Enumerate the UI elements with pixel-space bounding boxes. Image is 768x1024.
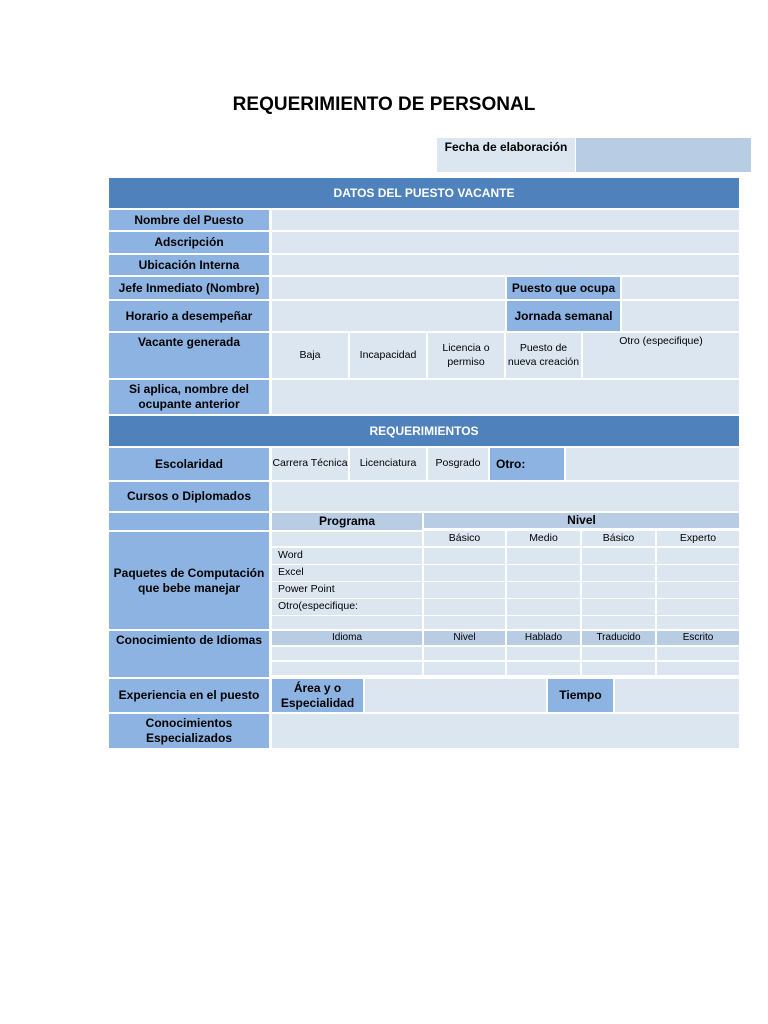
field-escolaridad-otro[interactable]: [566, 448, 739, 480]
program-level-cell[interactable]: [657, 548, 739, 564]
program-level-cell[interactable]: [657, 616, 739, 629]
vacante-option-incapacidad[interactable]: Incapacidad: [350, 333, 426, 378]
idioma-header-idioma: Idioma: [272, 631, 422, 645]
idioma-row-cell[interactable]: [272, 647, 422, 660]
program-level-cell[interactable]: [582, 599, 655, 615]
vacante-option-baja[interactable]: Baja: [272, 333, 348, 378]
idioma-header-traducido: Traducido: [582, 631, 655, 645]
vacante-option-otro[interactable]: Otro (especifique): [583, 333, 739, 378]
program-level-cell[interactable]: [424, 565, 505, 581]
program-level-cell[interactable]: [424, 616, 505, 629]
program-level-cell[interactable]: [582, 548, 655, 564]
label-conocimientos: Conocimientos Especializados: [109, 714, 269, 748]
idioma-row-cell[interactable]: [424, 647, 505, 660]
escolaridad-option-otro[interactable]: Otro:: [490, 448, 564, 480]
nivel-header: Nivel: [424, 513, 739, 528]
level-header-basico: Básico: [424, 531, 505, 546]
idioma-row-cell[interactable]: [582, 662, 655, 675]
program-level-cell[interactable]: [657, 565, 739, 581]
escolaridad-option-posgrado[interactable]: Posgrado: [428, 448, 488, 480]
program-row-label: Power Point: [272, 582, 422, 598]
program-level-cell[interactable]: [657, 582, 739, 598]
label-nombre-puesto: Nombre del Puesto: [109, 210, 269, 230]
idioma-row-cell[interactable]: [582, 647, 655, 660]
label-horario: Horario a desempeñar: [109, 301, 269, 331]
idioma-row-cell[interactable]: [657, 662, 739, 675]
label-area: Área y o Especialidad: [272, 679, 363, 712]
program-level-cell[interactable]: [507, 565, 580, 581]
idioma-header-nivel: Nivel: [424, 631, 505, 645]
field-area[interactable]: [365, 679, 546, 712]
program-level-cell[interactable]: [507, 582, 580, 598]
program-row-label: Word: [272, 548, 422, 564]
idioma-row-cell[interactable]: [657, 647, 739, 660]
program-row-label: Otro(especifique:: [272, 599, 422, 615]
level-header-basico-2: Básico: [582, 531, 655, 546]
idioma-row-cell[interactable]: [507, 662, 580, 675]
vacante-option-nueva-creacion[interactable]: Puesto de nueva creación: [506, 333, 581, 378]
field-conocimientos[interactable]: [272, 714, 739, 748]
fecha-label: Fecha de elaboración: [437, 138, 575, 172]
program-level-cell[interactable]: [507, 599, 580, 615]
level-header-experto: Experto: [657, 531, 739, 546]
field-tiempo[interactable]: [615, 679, 739, 712]
program-header-blank: [272, 532, 422, 546]
section-header-datos: DATOS DEL PUESTO VACANTE: [109, 178, 739, 208]
label-cursos: Cursos o Diplomados: [109, 482, 269, 511]
field-horario[interactable]: [272, 301, 505, 331]
idioma-row-cell[interactable]: [507, 647, 580, 660]
label-experiencia: Experiencia en el puesto: [109, 679, 269, 712]
field-adscripcion[interactable]: [272, 232, 739, 253]
level-header-medio: Medio: [507, 531, 580, 546]
label-tiempo: Tiempo: [548, 679, 613, 712]
label-adscripcion: Adscripción: [109, 232, 269, 253]
escolaridad-option-carrera[interactable]: Carrera Técnica: [272, 448, 348, 480]
field-nombre-puesto[interactable]: [272, 210, 739, 230]
program-level-cell[interactable]: [657, 599, 739, 615]
label-jefe: Jefe Inmediato (Nombre): [109, 277, 269, 299]
page-title: REQUERIMIENTO DE PERSONAL: [232, 94, 536, 115]
field-jefe[interactable]: [272, 277, 505, 299]
label-vacante: Vacante generada: [109, 333, 269, 378]
idioma-row-cell[interactable]: [272, 662, 422, 675]
program-level-cell[interactable]: [507, 616, 580, 629]
program-level-cell[interactable]: [424, 599, 505, 615]
program-row-label: [272, 616, 422, 629]
programa-header: Programa: [272, 513, 422, 530]
program-row-label: Excel: [272, 565, 422, 581]
idioma-header-escrito: Escrito: [657, 631, 739, 645]
program-level-cell[interactable]: [424, 582, 505, 598]
label-computacion-spacer: [109, 513, 269, 530]
field-ocupante[interactable]: [272, 380, 739, 414]
idioma-row-cell[interactable]: [424, 662, 505, 675]
program-level-cell[interactable]: [582, 565, 655, 581]
label-ocupante: Si aplica, nombre del ocupante anterior: [109, 380, 269, 414]
escolaridad-option-licenciatura[interactable]: Licenciatura: [350, 448, 426, 480]
vacante-option-licencia[interactable]: Licencia o permiso: [428, 333, 504, 378]
field-jornada[interactable]: [622, 301, 739, 331]
label-idiomas: Conocimiento de Idiomas: [109, 631, 269, 677]
program-level-cell[interactable]: [582, 582, 655, 598]
label-jornada: Jornada semanal: [507, 301, 620, 331]
label-paquetes: Paquetes de Computación que bebe manejar: [109, 532, 269, 629]
field-ubicacion[interactable]: [272, 255, 739, 275]
label-escolaridad: Escolaridad: [109, 448, 269, 480]
label-puesto-ocupa: Puesto que ocupa: [507, 277, 620, 299]
program-level-cell[interactable]: [424, 548, 505, 564]
program-level-cell[interactable]: [507, 548, 580, 564]
field-cursos[interactable]: [272, 482, 739, 511]
idioma-header-hablado: Hablado: [507, 631, 580, 645]
section-header-requerimientos: REQUERIMIENTOS: [109, 416, 739, 446]
program-level-cell[interactable]: [582, 616, 655, 629]
label-ubicacion: Ubicación Interna: [109, 255, 269, 275]
field-puesto-ocupa[interactable]: [622, 277, 739, 299]
